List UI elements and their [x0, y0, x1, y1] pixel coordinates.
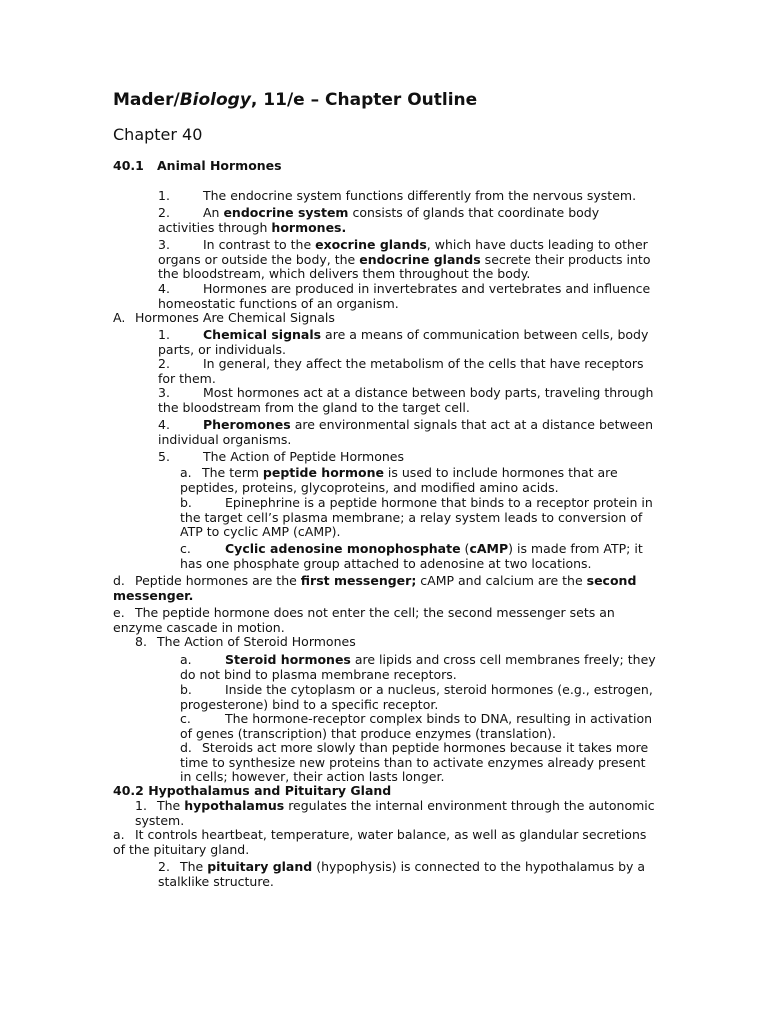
item-number: 3.: [158, 385, 170, 400]
item-number: 2.: [158, 356, 170, 371]
list-item: [158, 860, 658, 889]
item-text: regulates the internal environment through the autonomic system.: [135, 798, 655, 828]
sub-item-letter: c.: [180, 711, 191, 726]
item-bold-term: exocrine glands: [315, 237, 427, 252]
sub-item: [180, 496, 658, 540]
section-heading-40-1: [113, 158, 282, 173]
item-bold-term: cAMP: [469, 541, 509, 556]
item-text: The Action of Peptide Hormones: [203, 449, 404, 464]
sub-item: [180, 542, 658, 571]
item-text: In contrast to the: [203, 237, 316, 252]
list-item: [135, 799, 655, 828]
outline-item-e: [113, 606, 658, 635]
title-prefix: Mader/: [113, 90, 180, 110]
item-bold-term: endocrine system: [223, 205, 349, 220]
item-bold-term: peptide hormone: [262, 465, 384, 480]
list-item: [158, 386, 658, 415]
title-italic: Biology: [179, 90, 251, 110]
item-text: Epinephrine is a peptide hormone that binds to a receptor protein in the target cell’s plasma membrane; a relay system leads to conversion of ATP to cyclic AMP (cAMP).: [180, 495, 653, 539]
sub-item-letter: b.: [180, 495, 192, 510]
item-text: The endocrine system functions differently from the nervous system.: [203, 188, 637, 203]
item-text: It controls heartbeat, temperature, water balance, as well as glandular secretions of the pituitary gland.: [113, 827, 647, 857]
list-item: [158, 238, 658, 282]
item-text: (hypophysis) is connected to the hypothalamus by a stalklike structure.: [158, 859, 646, 889]
outline-letter: A.: [113, 310, 126, 325]
section-title: Animal Hormones: [157, 158, 282, 173]
item-number: 8.: [135, 634, 147, 649]
sub-item: [180, 466, 658, 495]
item-text: Steroids act more slowly than peptide hormones because it takes more time to synthesize new proteins than to activate enzymes already present in cells; however, their action lasts longer.: [180, 740, 649, 784]
chapter-heading: Chapter 40: [113, 125, 203, 144]
item-number: 1.: [158, 327, 170, 342]
section-number: 40.1: [113, 158, 144, 173]
item-text: Peptide hormones are the: [135, 573, 301, 588]
item-text: The peptide hormone does not enter the cell; the second messenger sets an enzyme cascade in motion.: [113, 605, 615, 635]
item-text: cAMP and calcium are the: [416, 573, 587, 588]
item-bold-term: pituitary gland: [207, 859, 313, 874]
item-text: consists of glands that coordinate body activities through: [158, 205, 600, 235]
item-number: 3.: [158, 237, 170, 252]
list-item: [158, 357, 658, 386]
outline-letter: e.: [113, 605, 125, 620]
sub-item: [180, 741, 658, 785]
outline-letter: a.: [113, 827, 125, 842]
item-bold-term: Cyclic adenosine monophosphate: [225, 541, 461, 556]
list-item: [158, 328, 658, 357]
item-number: 4.: [158, 281, 170, 296]
outline-item-d: [113, 574, 658, 603]
item-text: secrete their products into the bloodstream, which delivers them throughout the body.: [158, 251, 651, 281]
item-text: The: [180, 859, 208, 874]
item-bold-term: first messenger;: [300, 573, 417, 588]
outline-item-a: [113, 828, 658, 857]
sub-item: [180, 653, 658, 682]
item-text: An: [203, 205, 224, 220]
item-number: 1.: [158, 188, 170, 203]
item-text: are lipids and cross cell membranes freely; they do not bind to plasma membrane receptors.: [180, 652, 656, 682]
list-item: [158, 418, 658, 447]
item-text: The term: [202, 465, 263, 480]
sub-item-letter: c.: [180, 541, 191, 556]
list-item: [158, 189, 658, 204]
item-text: In general, they affect the metabolism of the cells that have receptors for them.: [158, 356, 644, 386]
item-bold-term: hormones.: [271, 219, 347, 235]
item-text: The Action of Steroid Hormones: [157, 634, 356, 649]
item-number: 4.: [158, 417, 170, 432]
item-text: are environmental signals that act at a distance between individual organisms.: [158, 417, 653, 447]
item-bold-term: endocrine glands: [359, 251, 481, 267]
item-text: (: [460, 541, 470, 556]
item-text: , which have ducts leading to other organs or outside the body, the: [158, 237, 648, 267]
item-text: Hormones are produced in invertebrates and vertebrates and influence homeostatic functions of an organism.: [158, 281, 651, 311]
item-number: 2.: [158, 859, 170, 874]
sub-item-letter: a.: [180, 652, 192, 667]
sub-item-letter: d.: [180, 740, 192, 755]
section-heading-40-2: 40.2 Hypothalamus and Pituitary Gland: [113, 783, 392, 798]
outline-letter: d.: [113, 573, 125, 588]
sub-item: [180, 683, 658, 712]
item-text: ) is made from ATP; it has one phosphate group attached to adenosine at two locations.: [180, 541, 643, 571]
item-text: The: [157, 798, 185, 813]
outline-heading-a: [113, 311, 658, 326]
sub-item-letter: a.: [180, 465, 192, 480]
list-item: [158, 206, 658, 235]
list-item: [158, 450, 658, 465]
item-text: The hormone-receptor complex binds to DNA, resulting in activation of genes (transcription) that produce enzymes (translation).: [180, 711, 653, 741]
list-item: [158, 282, 658, 311]
item-text: Inside the cytoplasm or a nucleus, steroid hormones (e.g., estrogen, progesterone) bind to a specific receptor.: [180, 682, 653, 712]
item-text: are a means of communication between cells, body parts, or individuals.: [158, 327, 649, 357]
item-bold-term: second messenger.: [113, 573, 637, 603]
item-number: 1.: [135, 798, 147, 813]
outline-heading-text: Hormones Are Chemical Signals: [135, 310, 335, 325]
item-text: Most hormones act at a distance between body parts, traveling through the bloodstream from the gland to the target cell.: [158, 385, 654, 415]
item-number: 2.: [158, 205, 170, 220]
sub-item: [180, 712, 658, 741]
item-number: 5.: [158, 449, 170, 464]
item-bold-term: Pheromones: [203, 417, 291, 432]
document-title: [113, 90, 477, 110]
item-bold-term: Chemical signals: [203, 327, 322, 342]
title-suffix: , 11/e – Chapter Outline: [250, 90, 478, 110]
list-item: [135, 635, 655, 650]
sub-item-letter: b.: [180, 682, 192, 697]
item-text: is used to include hormones that are peptides, proteins, glycoproteins, and modified amino acids.: [180, 465, 618, 495]
item-bold-term: Steroid hormones: [225, 652, 351, 667]
item-bold-term: hypothalamus: [184, 798, 285, 813]
